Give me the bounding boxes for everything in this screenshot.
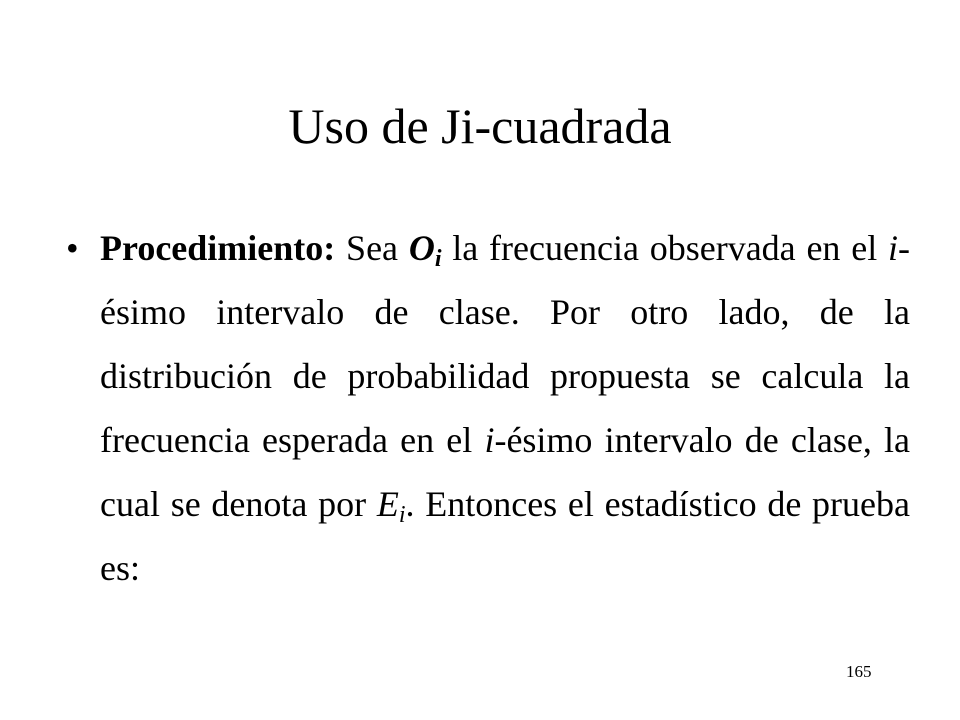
text-segment: la frecuencia observada en el <box>441 228 888 268</box>
text-segment: . Entonces el estadístico de prueba es: <box>100 484 910 588</box>
expected-frequency-symbol: E <box>376 484 399 524</box>
slide-title: Uso de Ji-cuadrada <box>288 98 672 154</box>
bullet-marker: • <box>66 228 79 268</box>
bullet-paragraph <box>100 216 910 600</box>
index-variable: i <box>484 420 495 460</box>
procedure-label: Procedimiento: <box>100 228 336 268</box>
page-number: 165 <box>846 662 872 681</box>
index-variable: i <box>887 228 898 268</box>
text-segment: -ésimo intervalo de clase, la cual se denota por <box>100 420 910 524</box>
expected-subscript: i <box>398 502 406 528</box>
observed-subscript: i <box>434 246 442 272</box>
text-segment: Sea <box>335 228 409 268</box>
text-segment: -ésimo intervalo de clase. Por otro lado, de la distribución de probabilidad propuesta se calcula la frecuencia esperada en el <box>100 228 910 460</box>
observed-frequency-symbol: O <box>408 228 435 268</box>
